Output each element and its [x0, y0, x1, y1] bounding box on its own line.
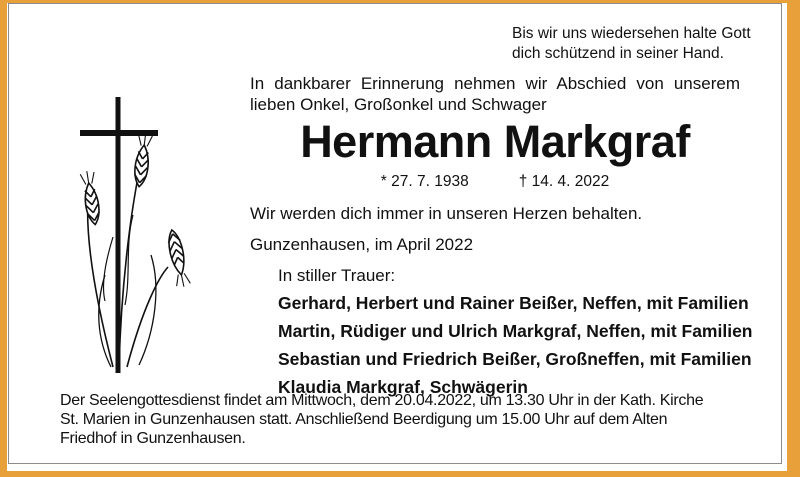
- mourners-list: [278, 289, 753, 401]
- cross-and-wheat-drawing: [55, 95, 240, 385]
- intro-line-1: In dankbarer Erinnerung nehmen wir Abschied von unserem: [250, 74, 740, 93]
- frame-bottom: [0, 471, 800, 477]
- verse: [512, 24, 751, 64]
- mourning-label: In stiller Trauer:: [278, 266, 396, 285]
- remembrance-line: Wir werden dich immer in unseren Herzen behalten.: [250, 204, 643, 223]
- service-info: Der Seelengottesdienst findet am Mittwoch, dem 20.04.2022, um 13.30 Uhr in der Kath. Kirche St. Marien in Gunzenhausen statt. Anschließend Beerdigung um 15.00 Uhr auf dem Alten Friedhof in Gunzenhausen.: [60, 392, 704, 447]
- frame-left: [0, 0, 7, 477]
- birth-date: * 27. 7. 1938: [380, 173, 469, 190]
- verse-line-2: dich schützend in seiner Hand.: [512, 45, 724, 62]
- frame-right: [787, 0, 800, 477]
- death-date: † 14. 4. 2022: [518, 173, 610, 190]
- intro-paragraph: [250, 73, 740, 115]
- deceased-name: Hermann Markgraf: [300, 116, 690, 167]
- place-date-line: Gunzenhausen, im April 2022: [250, 235, 474, 254]
- mourner-line: Klaudia Markgraf, Schwägerin: [278, 377, 528, 397]
- intro-line-2: lieben Onkel, Großonkel und Schwager: [250, 95, 547, 114]
- mourner-line: Sebastian und Friedrich Beißer, Großneffen, mit Familien: [278, 349, 752, 369]
- life-dates: [250, 173, 740, 191]
- mourner-line: Martin, Rüdiger und Ulrich Markgraf, Neffen, mit Familien: [278, 321, 753, 341]
- mourner-line: Gerhard, Herbert und Rainer Beißer, Neffen, mit Familien: [278, 293, 749, 313]
- verse-line-1: Bis wir uns wiedersehen halte Gott: [512, 25, 751, 42]
